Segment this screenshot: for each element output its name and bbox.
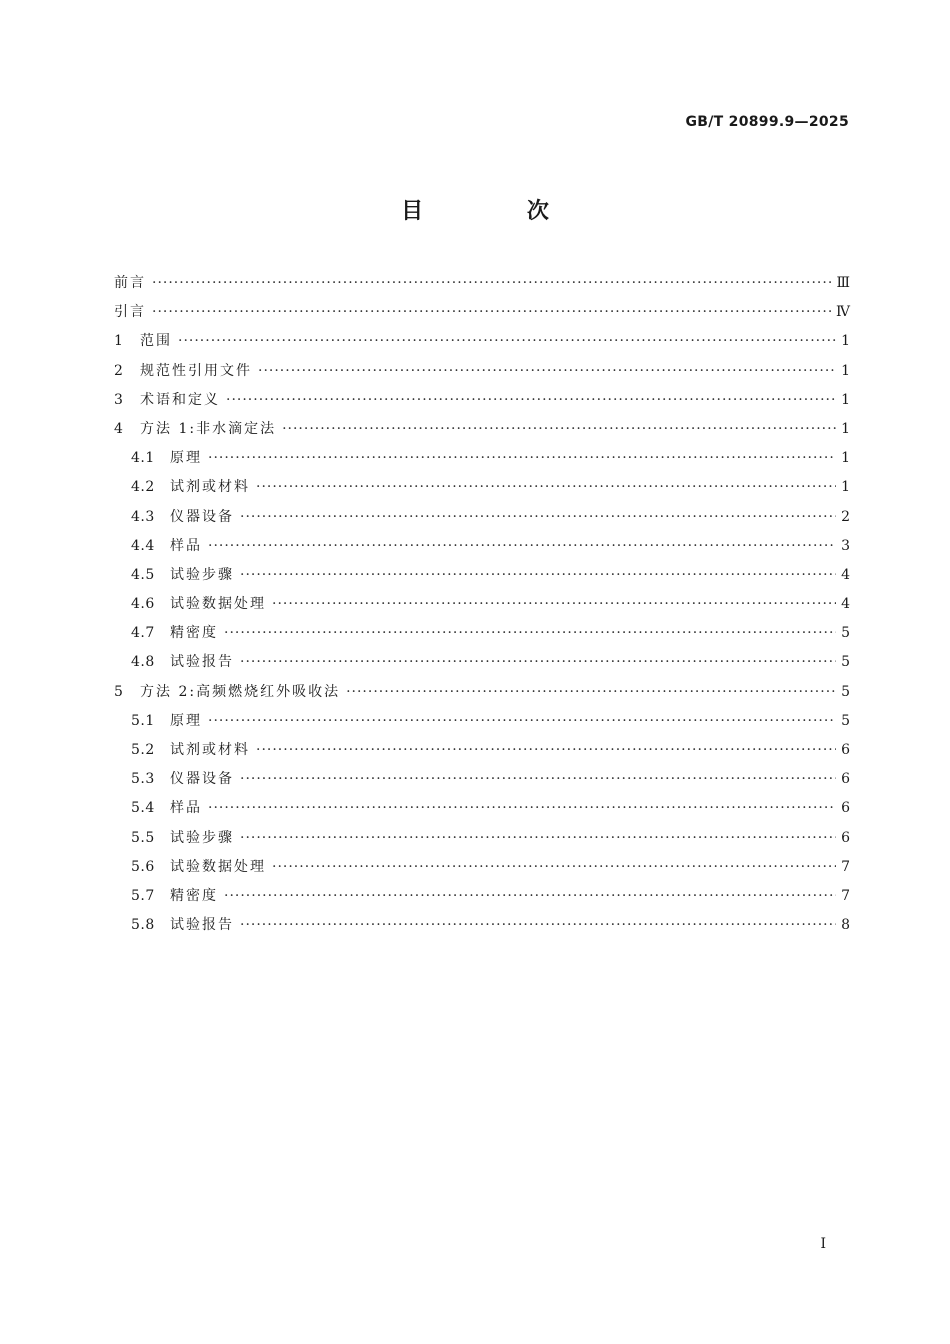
toc-entry-number: 4 xyxy=(114,420,124,437)
page-number: I xyxy=(820,1236,826,1252)
toc-dot-leader xyxy=(240,509,836,525)
toc-entry-number: 5.2 xyxy=(131,742,155,758)
toc-entry-page: 8 xyxy=(841,917,850,934)
toc-dot-leader xyxy=(224,625,836,641)
toc-entry-page: 6 xyxy=(841,771,850,788)
toc-dot-leader xyxy=(152,304,832,320)
toc-entry[interactable] xyxy=(114,651,850,680)
toc-entry-title: 试剂或材料 xyxy=(170,742,250,758)
toc-dot-leader xyxy=(240,654,836,670)
toc-entry[interactable] xyxy=(114,768,850,797)
toc-entry-number: 4.5 xyxy=(131,566,155,583)
toc-entry[interactable] xyxy=(114,856,850,885)
toc-entry[interactable] xyxy=(114,330,850,359)
toc-entry[interactable] xyxy=(114,681,850,710)
toc-entry-number: 2 xyxy=(114,362,124,379)
toc-dot-leader xyxy=(256,742,836,758)
toc-entry-page: 2 xyxy=(841,508,850,525)
toc-dot-leader xyxy=(282,421,836,437)
toc-entry[interactable] xyxy=(114,272,850,301)
toc-entry-page: 1 xyxy=(841,333,850,350)
toc-entry-number: 5.4 xyxy=(131,800,155,817)
toc-entry-number: 4.7 xyxy=(131,625,155,642)
toc-entry-number: 4.8 xyxy=(131,654,155,671)
toc-entry[interactable] xyxy=(114,535,850,564)
toc-entry[interactable] xyxy=(114,564,850,593)
toc-dot-leader xyxy=(224,888,836,904)
toc-entry-page: 5 xyxy=(841,683,850,700)
toc-entry-title: 试验报告 xyxy=(170,654,234,671)
toc-entry-title: 规范性引用文件 xyxy=(140,362,252,379)
toc-entry[interactable] xyxy=(114,360,850,389)
toc-entry-title: 术语和定义 xyxy=(140,391,220,408)
toc-entry-number: 4.4 xyxy=(131,537,155,554)
toc-entry-page: 5 xyxy=(841,654,850,671)
toc-entry-number: 4.6 xyxy=(131,596,155,613)
toc-entry[interactable] xyxy=(114,739,850,768)
toc-entry[interactable] xyxy=(114,710,850,739)
toc-entry-title: 样品 xyxy=(170,537,202,554)
toc-entry-number: 4.1 xyxy=(131,450,155,467)
toc-entry[interactable] xyxy=(114,301,850,330)
toc-entry-page: 7 xyxy=(841,858,850,875)
toc-entry-page: 5 xyxy=(841,712,850,729)
toc-dot-leader xyxy=(208,538,836,554)
toc-entry-page: 7 xyxy=(841,887,850,904)
toc-dot-leader xyxy=(152,275,832,291)
toc-entry-title: 试剂或材料 xyxy=(170,479,250,496)
toc-entry[interactable] xyxy=(114,389,850,418)
toc-entry-title: 方法 1:非水滴定法 xyxy=(140,420,277,437)
toc-entry-page: 6 xyxy=(841,829,850,846)
toc-entry-number: 4.3 xyxy=(131,508,155,525)
toc-entry-title: 范围 xyxy=(140,333,172,350)
toc-dot-leader xyxy=(240,830,836,846)
toc-entry-number: 5.6 xyxy=(131,858,155,875)
toc-dot-leader xyxy=(256,479,836,495)
toc-entry-title: 仪器设备 xyxy=(170,508,234,525)
toc-entry[interactable] xyxy=(114,914,850,943)
toc-entry[interactable] xyxy=(114,622,850,651)
toc-entry-title: 精密度 xyxy=(170,625,218,642)
toc-entry-number: 1 xyxy=(114,333,124,350)
toc-entry-page: Ⅳ xyxy=(836,304,850,321)
toc-entry[interactable] xyxy=(114,506,850,535)
toc-dot-leader xyxy=(240,567,836,583)
toc-entry-number: 4.2 xyxy=(131,479,155,496)
toc-entry[interactable] xyxy=(114,447,850,476)
toc-entry-page: 6 xyxy=(841,800,850,817)
toc-entry-number: 5.1 xyxy=(131,712,155,729)
toc-dot-leader xyxy=(346,684,836,700)
toc-entry-number: 3 xyxy=(114,391,124,408)
toc-entry-page: 1 xyxy=(841,420,850,437)
toc-entry[interactable] xyxy=(114,593,850,622)
toc-entry-title: 试验数据处理 xyxy=(170,858,266,875)
toc-entry-title: 前言 xyxy=(114,275,146,291)
toc-entry-page: 4 xyxy=(841,596,850,613)
toc-entry-title: 原理 xyxy=(170,450,202,467)
toc-dot-leader xyxy=(208,800,836,816)
toc-entry[interactable] xyxy=(114,885,850,914)
toc-dot-leader xyxy=(226,392,836,408)
toc-entry[interactable] xyxy=(114,418,850,447)
toc-entry-title: 引言 xyxy=(114,304,146,321)
toc-entry-number: 5.5 xyxy=(131,829,155,846)
toc-entry-page: 5 xyxy=(841,625,850,642)
toc-entry-page: 1 xyxy=(841,479,850,496)
toc-entry-title: 试验步骤 xyxy=(170,829,234,846)
toc-entry-title: 仪器设备 xyxy=(170,771,234,788)
toc-entry-title: 方法 2:高频燃烧红外吸收法 xyxy=(140,683,341,700)
toc-entry[interactable] xyxy=(114,827,850,856)
toc-dot-leader xyxy=(178,333,836,349)
toc-entry-page: 6 xyxy=(841,742,850,758)
toc-entry-number: 5.8 xyxy=(131,917,155,934)
toc-entry-title: 精密度 xyxy=(170,887,218,904)
toc-title: 目 次 xyxy=(401,199,597,224)
toc-entry-page: 1 xyxy=(841,391,850,408)
toc-entry-number: 5 xyxy=(114,683,124,700)
toc-entry-number: 5.7 xyxy=(131,887,155,904)
toc-entry-title: 试验数据处理 xyxy=(170,596,266,613)
toc-entry-number: 5.3 xyxy=(131,771,155,788)
toc-entry[interactable] xyxy=(114,797,850,826)
toc-dot-leader xyxy=(208,450,836,466)
toc-entry-page: 1 xyxy=(841,362,850,379)
toc-entry-title: 样品 xyxy=(170,800,202,817)
toc-entry-page: 3 xyxy=(841,537,850,554)
toc-entry-title: 试验步骤 xyxy=(170,566,234,583)
table-of-contents xyxy=(114,272,850,943)
toc-entry-page: 4 xyxy=(841,566,850,583)
toc-entry-title: 试验报告 xyxy=(170,917,234,934)
standard-code: GB/T 20899.9—2025 xyxy=(685,114,849,130)
toc-entry-title: 原理 xyxy=(170,712,202,729)
toc-dot-leader xyxy=(272,596,836,612)
toc-dot-leader xyxy=(208,713,836,729)
toc-dot-leader xyxy=(240,771,836,787)
toc-entry[interactable] xyxy=(114,476,850,505)
toc-entry-page: 1 xyxy=(841,450,850,467)
toc-entry-page: Ⅲ xyxy=(836,275,850,291)
toc-dot-leader xyxy=(272,859,836,875)
toc-dot-leader xyxy=(240,917,836,933)
toc-dot-leader xyxy=(258,363,836,379)
